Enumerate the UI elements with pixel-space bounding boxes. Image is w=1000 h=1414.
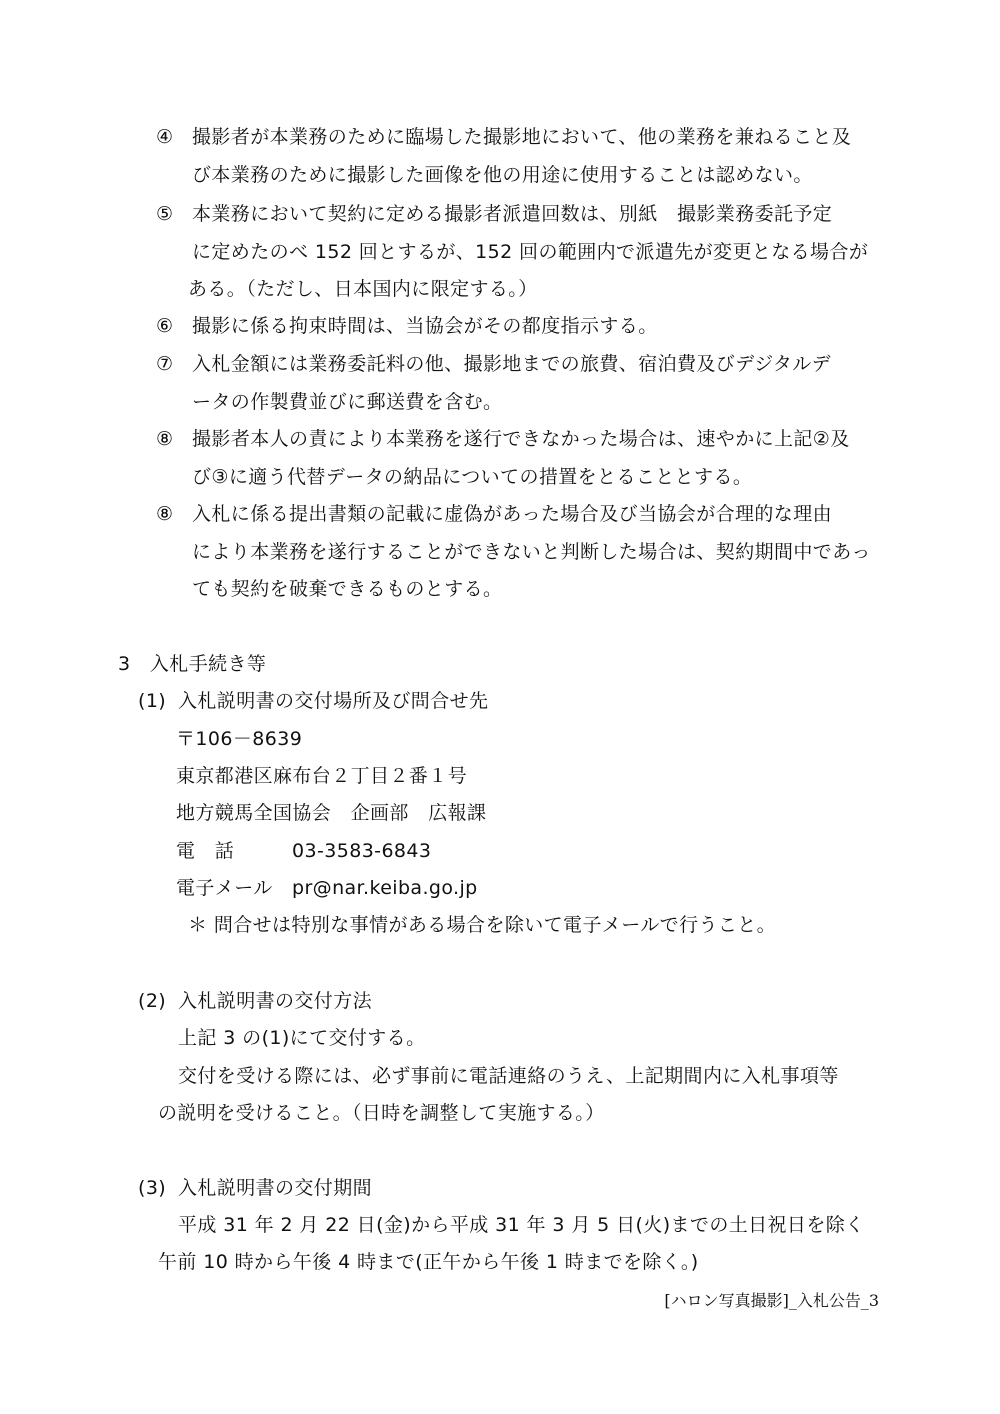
paragraph-line: の説明を受けること。（日時を調整して実施する。） (158, 1102, 605, 1124)
item-number: ⑥ (156, 315, 174, 337)
item-text: 撮影に係る拘束時間は、当協会がその都度指示する。 (192, 315, 658, 337)
item-text: 撮影者本人の責により本業務を遂行できなかった場合は、速やかに上記②及 (192, 428, 850, 450)
paragraph-line: 上記 3 の(1)にて交付する。 (178, 1027, 426, 1049)
subsection-title: 入札説明書の交付方法 (178, 990, 373, 1012)
subsection-number: (3) (138, 1177, 167, 1199)
item-number: ⑦ (156, 353, 174, 375)
item-text: により本業務を遂行することができないと判断した場合は、契約期間中であっ (192, 541, 871, 563)
page-footer: [ハロン写真撮影]_入札公告_3 (664, 1291, 879, 1310)
item-number: ⑧ (156, 428, 174, 450)
email-address[interactable]: pr@nar.keiba.go.jp (292, 877, 478, 899)
list-item (156, 502, 832, 526)
paragraph-line: 平成 31 年 2 月 22 日(金)から平成 31 年 3 月 5 日(火)までの土日祝日を除く (178, 1214, 865, 1236)
subsection-title: 入札説明書の交付期間 (178, 1177, 373, 1199)
subsection-number: (2) (138, 990, 167, 1012)
item-text: 入札に係る提出書類の記載に虚偽があった場合及び当協会が合理的な理由 (192, 503, 833, 525)
organization: 地方競馬全国協会 企画部 広報課 (176, 802, 487, 824)
email-row (176, 876, 478, 900)
item-text: び③に適う代替データの納品についての措置をとることとする。 (192, 466, 753, 488)
note: ＊ 問合せは特別な事情がある場合を除いて電子メールで行うこと。 (188, 914, 777, 936)
subsection-heading (138, 689, 488, 713)
item-text: ータの作製費並びに郵送費を含む。 (192, 391, 503, 413)
item-text: 入札金額には業務委託料の他、撮影地までの旅費、宿泊費及びデジタルデ (192, 353, 832, 375)
paragraph-line: 交付を受ける際には、必ず事前に電話連絡のうえ、上記期間内に入札事項等 (178, 1065, 839, 1087)
list-item (156, 125, 851, 149)
phone-label: 電 話 (176, 840, 235, 862)
subsection-heading (138, 989, 372, 1013)
section-heading: 3 入札手続き等 (118, 653, 267, 675)
item-text: 撮影者が本業務のために臨場した撮影地において、他の業務を兼ねること及 (192, 126, 852, 148)
phone-row (176, 839, 431, 863)
phone-number: 03-3583-6843 (292, 840, 432, 862)
item-text: ある。（ただし、日本国内に限定する。） (188, 278, 538, 300)
item-number: ⑤ (156, 203, 174, 225)
list-item (156, 352, 831, 376)
item-number: ④ (156, 126, 174, 148)
subsection-title: 入札説明書の交付場所及び問合せ先 (178, 690, 489, 712)
email-label: 電子メール (176, 877, 273, 899)
postal-code: 〒106－8639 (176, 728, 303, 750)
paragraph-line: 午前 10 時から午後 4 時まで(正午から午後 1 時までを除く。) (158, 1251, 699, 1273)
list-item (156, 427, 850, 451)
item-text: ても契約を破棄できるものとする。 (192, 578, 503, 600)
item-text: び本業務のために撮影した画像を他の用途に使用することは認めない。 (192, 164, 813, 186)
subsection-number: (1) (138, 690, 167, 712)
item-text: に定めたのべ 152 回とするが、152 回の範囲内で派遣先が変更となる場合が (192, 241, 869, 263)
item-text: 本業務において契約に定める撮影者派遣回数は、別紙 撮影業務委託予定 (192, 203, 833, 225)
address: 東京都港区麻布台２丁目２番１号 (176, 765, 468, 787)
list-item (156, 202, 832, 226)
list-item (156, 314, 658, 338)
item-number: ⑧ (156, 503, 174, 525)
subsection-heading (138, 1176, 372, 1200)
